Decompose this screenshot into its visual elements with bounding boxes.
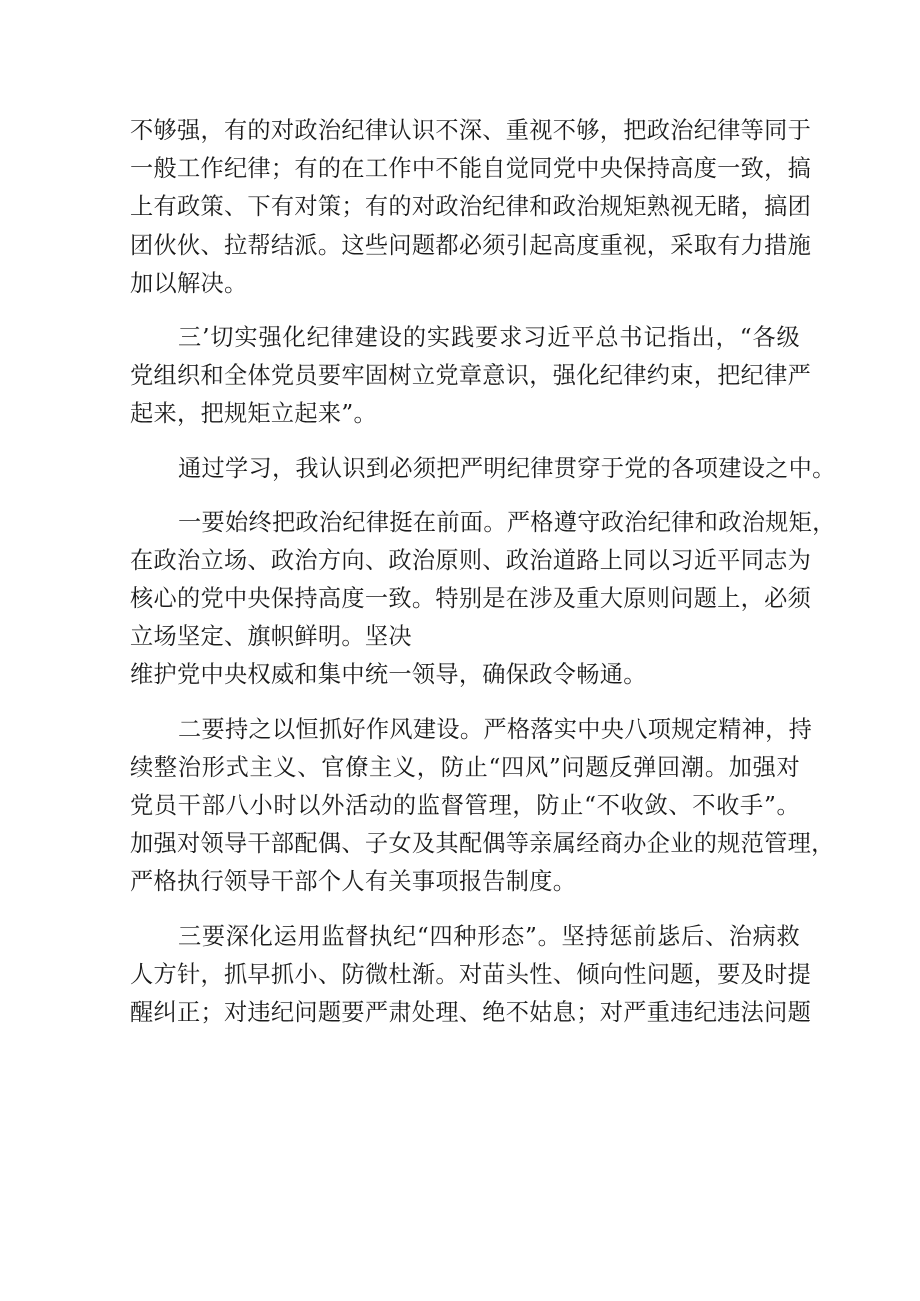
text-line: 立场坚定、旗帜鲜明。坚决 bbox=[130, 623, 412, 651]
text-line: 上有政策、下有对策；有的对政治纪律和政治规矩熟视无睹，搞团 bbox=[130, 193, 812, 221]
text-line: 不够强，有的对政治纪律认识不深、重视不够，把政治纪律等同于 bbox=[130, 117, 812, 144]
text-line: 党员干部八小时以外活动的监督管理，防止“不收敛、不收手”。 bbox=[130, 792, 800, 819]
paragraph-gap bbox=[130, 434, 800, 450]
paragraph-gap bbox=[130, 902, 800, 918]
text-line: 在政治立场、政治方向、政治原则、政治道路上同以习近平同志为 bbox=[130, 546, 812, 574]
text-line: 核心的党中央保持高度一致。特别是在涉及重大原则问题上，必须 bbox=[130, 585, 812, 613]
paragraph-3 bbox=[130, 450, 836, 488]
paragraph-gap bbox=[130, 488, 800, 504]
text-line: 醒纠正；对违纪问题要严肃处理、绝不姑息；对严重违纪违法问题 bbox=[130, 998, 812, 1026]
text-line: 通过学习，我认识到必须把严明纪律贯穿于党的各项建设之中。 bbox=[178, 454, 836, 482]
document-body bbox=[130, 112, 836, 1032]
paragraph-gap bbox=[130, 303, 800, 319]
text-line: 加以解决。 bbox=[130, 269, 248, 297]
text-line: 二要持之以恒抓好作风建设。严格落实中央八项规定精神，持 bbox=[178, 715, 813, 743]
text-line: 人方针，抓早抓小、防微杜渐。对苗头性、倾向性问题，要及时提 bbox=[130, 960, 812, 988]
text-line: 团伙伙、拉帮结派。这些问题都必须引起高度重视，采取有力措施 bbox=[130, 231, 812, 259]
text-line: 起来，把规矩立起来”。 bbox=[130, 400, 378, 428]
text-line: 一要始终把政治纪律挺在前面。严格遵守政治纪律和政治规矩， bbox=[178, 508, 836, 536]
paragraph-5 bbox=[130, 711, 835, 902]
text-line: 三要深化运用监督执纪“四种形态”。坚持惩前毖后、治病救 bbox=[178, 922, 800, 950]
text-line: 严格执行领导干部个人有关事项报告制度。 bbox=[130, 868, 577, 896]
text-line: 加强对领导干部配偶、子女及其配偶等亲属经商办企业的规范管理， bbox=[130, 830, 835, 858]
paragraph-4 bbox=[130, 504, 836, 695]
text-line: 三’切实强化纪律建设的实践要求习近平总书记指出，“各级 bbox=[178, 323, 800, 351]
text-line: 一般工作纪律；有的在工作中不能自觉同党中央保持高度一致，搞 bbox=[130, 155, 812, 183]
paragraph-6 bbox=[130, 918, 812, 1033]
paragraph-2 bbox=[130, 319, 812, 434]
text-line: 党组织和全体党员要牢固树立党章意识，强化纪律约束，把纪律严 bbox=[130, 362, 812, 390]
paragraph-1 bbox=[130, 112, 812, 303]
paragraph-gap bbox=[130, 695, 800, 711]
text-line: 续整治形式主义、官僚主义，防止“四风”问题反弹回潮。加强对 bbox=[130, 753, 800, 781]
text-line: 维护党中央权威和集中统一领导，确保政令畅通。 bbox=[130, 661, 647, 689]
